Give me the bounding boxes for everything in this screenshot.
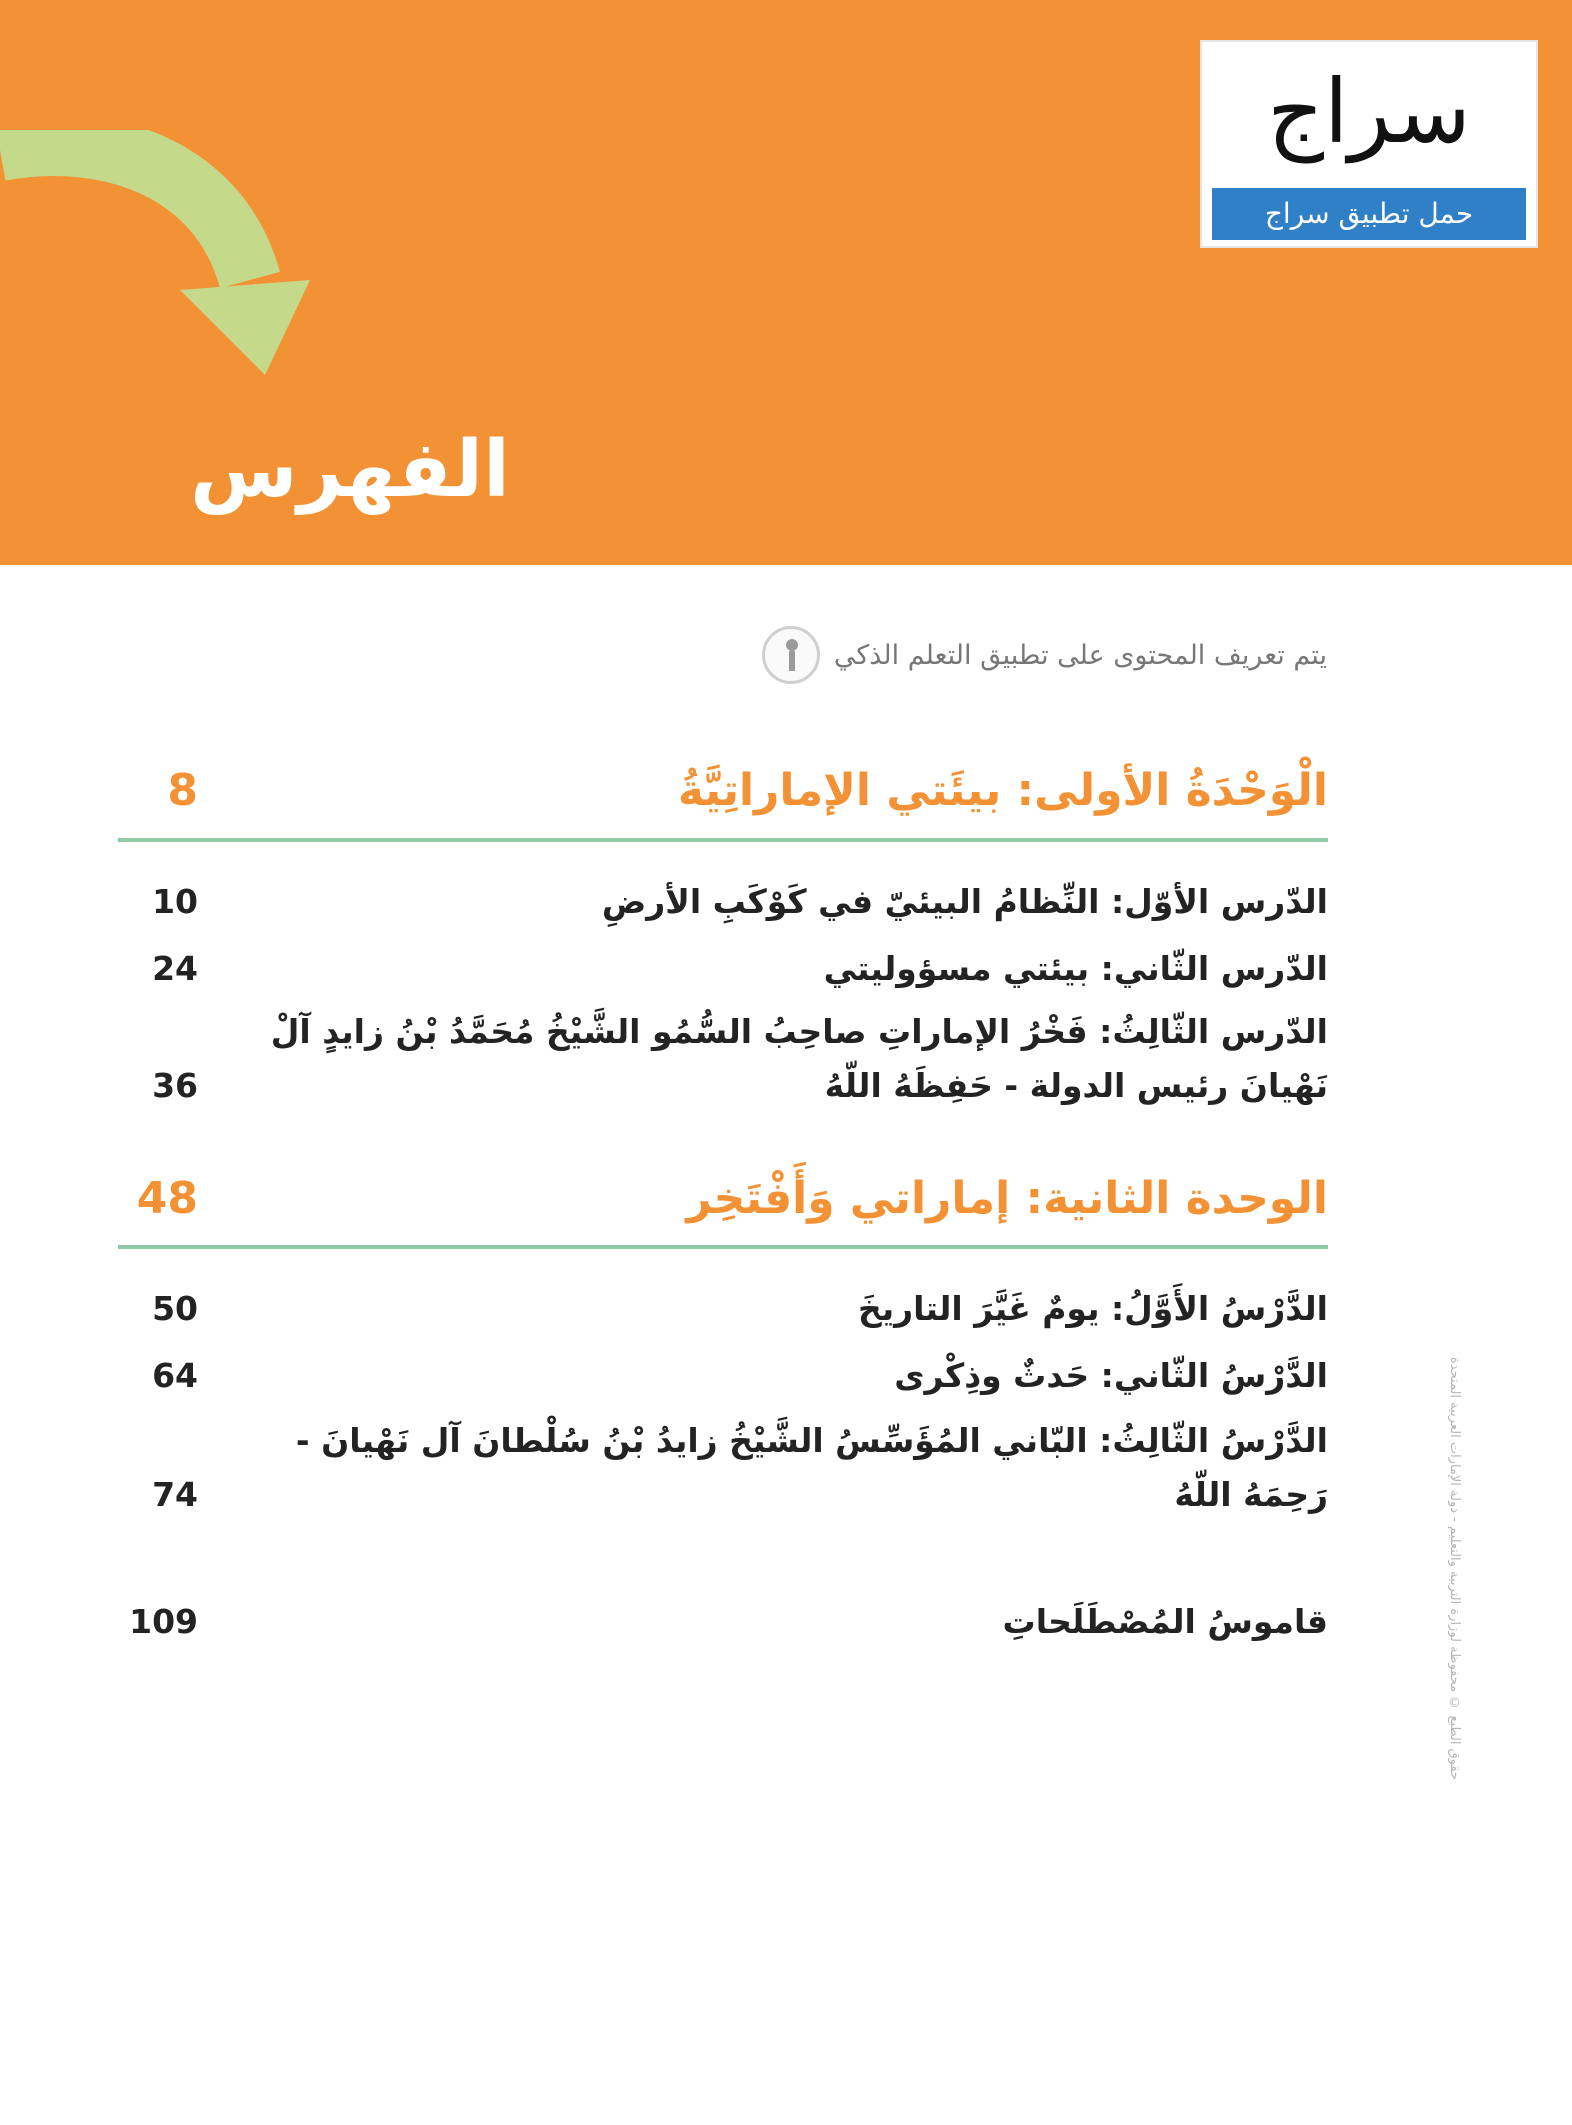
unit-title: الْوَحْدَةُ الأولى: بيئَتي الإماراتِيَّةُ — [677, 764, 1328, 816]
unit-2-row[interactable] — [118, 1163, 1328, 1233]
toc-lesson-row[interactable] — [118, 1349, 1328, 1403]
glossary-title: قاموسُ المُصْطَلَحاتِ — [1002, 1602, 1328, 1641]
header-banner — [0, 0, 1572, 565]
unit-1-row[interactable] — [118, 755, 1328, 825]
toc-lesson-row[interactable] — [118, 1282, 1328, 1336]
logo-download-band: حمل تطبيق سراج — [1212, 188, 1526, 240]
siraj-logo[interactable] — [1200, 40, 1538, 248]
page-title: الفهرس — [190, 425, 510, 515]
toc-lesson-row[interactable] — [118, 875, 1328, 929]
lesson-title: الدّرس الأوّل: النِّظامُ البيئيّ في كَوْكَبِ الأرضِ — [601, 882, 1328, 921]
lesson-page-number: 64 — [152, 1356, 198, 1395]
lesson-page-number: 74 — [152, 1475, 198, 1514]
toc-lesson-row[interactable] — [118, 1414, 1328, 1522]
app-icon — [762, 626, 820, 684]
lesson-title: الدَّرْسُ الأَوَّلُ: يومٌ غَيَّرَ التاريخَ — [857, 1289, 1328, 1328]
toc-glossary-row[interactable] — [118, 1595, 1328, 1649]
toc-lesson-row[interactable] — [118, 942, 1328, 996]
lesson-page-number: 36 — [152, 1066, 198, 1105]
copyright-side-note: حقوق الطبع © محفوظة لوزارة التربية والتعليم - دولة الإمارات العربية المتحدة — [1447, 1356, 1462, 1780]
unit-2-divider — [118, 1245, 1328, 1249]
lesson-title: الدّرس الثّاني: بيئتي مسؤوليتي — [823, 949, 1328, 988]
lesson-page-number: 50 — [152, 1289, 198, 1328]
unit-page-number: 8 — [167, 764, 198, 816]
glossary-page-number: 109 — [129, 1602, 198, 1641]
unit-title: الوحدة الثانية: إماراتي وَأَفْتَخِر — [686, 1172, 1328, 1224]
lesson-page-number: 10 — [152, 882, 198, 921]
lesson-page-number: 24 — [152, 949, 198, 988]
logo-wordmark: سراج — [1267, 60, 1471, 163]
lesson-title: الدّرس الثّالِثُ: فَخْرُ الإماراتِ صاحِبُ السُّمُو الشَّيْخُ مُحَمَّدُ بْنُ زايدٍ آلْ نَهْيانَ رئيس الدولة - حَفِظَهُ اللّهُ — [270, 1012, 1328, 1105]
lesson-title: الدَّرْسُ الثّاني: حَدثٌ وذِكْرى — [894, 1356, 1328, 1395]
unit-page-number: 48 — [136, 1172, 198, 1224]
smart-app-note — [762, 630, 1327, 680]
unit-1-divider — [118, 838, 1328, 842]
curved-arrow-icon — [0, 130, 320, 400]
note-text: يتم تعريف المحتوى على تطبيق التعلم الذكي — [833, 639, 1327, 671]
lesson-title: الدَّرْسُ الثّالِثُ: البّاني المُؤَسِّسُ الشَّيْخُ زايدُ بْنُ سُلْطانَ آل نَهْيانَ - رَحِمَهُ اللّهُ — [295, 1421, 1328, 1514]
toc-lesson-row[interactable] — [118, 1005, 1328, 1113]
